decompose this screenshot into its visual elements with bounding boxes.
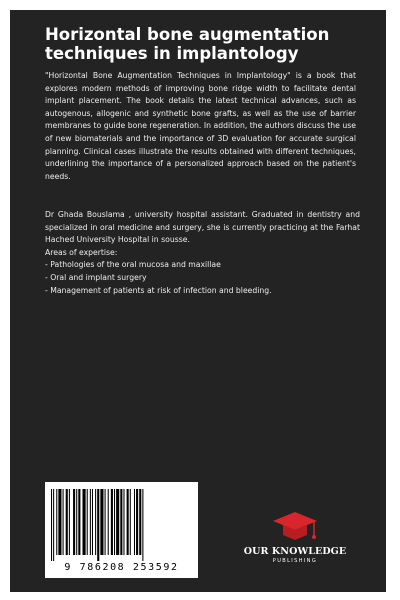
graduation-cap-icon <box>270 510 320 544</box>
expertise-item: - Oral and implant surgery <box>45 272 147 282</box>
barcode-bar <box>111 489 113 555</box>
book-description: "Horizontal Bone Augmentation Techniques in Implantology" is a book that explores modern methods of improving bone ridge width to facilitate dental implant placement. The book details the latest technical advances, such as autogenous, allogenic and synthetic bone grafts, as well as the use of barrier membranes to guide bone regeneration. In addition, the authors discuss the use of new biomaterials and the importance of 3D evaluation for accurate surgical planning. Clinical cases illustrate the results obtained with different techniques, underlining the importance of a personalized approach based on the patient's needs. <box>45 71 356 181</box>
barcode-bar <box>95 489 96 555</box>
barcode-bar <box>51 489 52 561</box>
barcode-bar <box>105 489 106 555</box>
publisher-name: OUR KNOWLEDGE <box>243 546 347 557</box>
expertise-heading: Areas of expertise: <box>45 247 118 257</box>
barcode-bar <box>134 489 135 555</box>
barcode-bar <box>92 489 93 555</box>
barcode-bar <box>87 489 88 555</box>
barcode-bar <box>127 489 129 555</box>
expertise-item: - Pathologies of the oral mucosa and maxillae <box>45 260 221 270</box>
isbn-number: 9 786208 253592 <box>64 562 179 573</box>
publisher-logo <box>225 510 365 582</box>
barcode-bar <box>139 489 141 555</box>
book-title: Horizontal bone augmentation techniques in implantology <box>45 25 330 63</box>
barcode-bar <box>136 489 138 555</box>
barcode-bar <box>66 489 68 555</box>
barcode-bar <box>116 489 119 555</box>
barcode-bar <box>69 489 70 555</box>
barcode-bars <box>50 489 193 561</box>
barcode-bar <box>114 489 115 555</box>
barcode-bar <box>58 489 61 555</box>
publisher-subtitle: PUBLISHING <box>272 558 318 564</box>
barcode-bar <box>53 489 54 561</box>
barcode-bar <box>83 489 86 555</box>
barcode-bar <box>90 489 91 555</box>
barcode-bar <box>108 489 109 555</box>
barcode-bar <box>56 489 57 555</box>
book-back-cover <box>10 10 386 592</box>
barcode-bar <box>130 489 131 555</box>
barcode-bar <box>63 489 64 555</box>
isbn-barcode <box>45 482 198 578</box>
barcode-bar <box>73 489 75 555</box>
barcode-bar <box>142 489 143 561</box>
barcode-bar <box>97 489 99 561</box>
barcode-bar <box>100 489 103 555</box>
author-bio: Dr Ghada Bouslama , university hospital assistant. Graduated in dentistry and specialized in oral medicine and surgery, she is currently practicing at the Farhat Hached University Hospital in sousse. <box>45 210 360 245</box>
barcode-bar <box>120 489 122 555</box>
author-section <box>45 209 360 297</box>
expertise-item: - Management of patients at risk of infection and bleeding. <box>45 285 272 295</box>
barcode-bar <box>123 489 124 555</box>
barcode-bar <box>76 489 77 555</box>
barcode-bar <box>78 489 80 555</box>
